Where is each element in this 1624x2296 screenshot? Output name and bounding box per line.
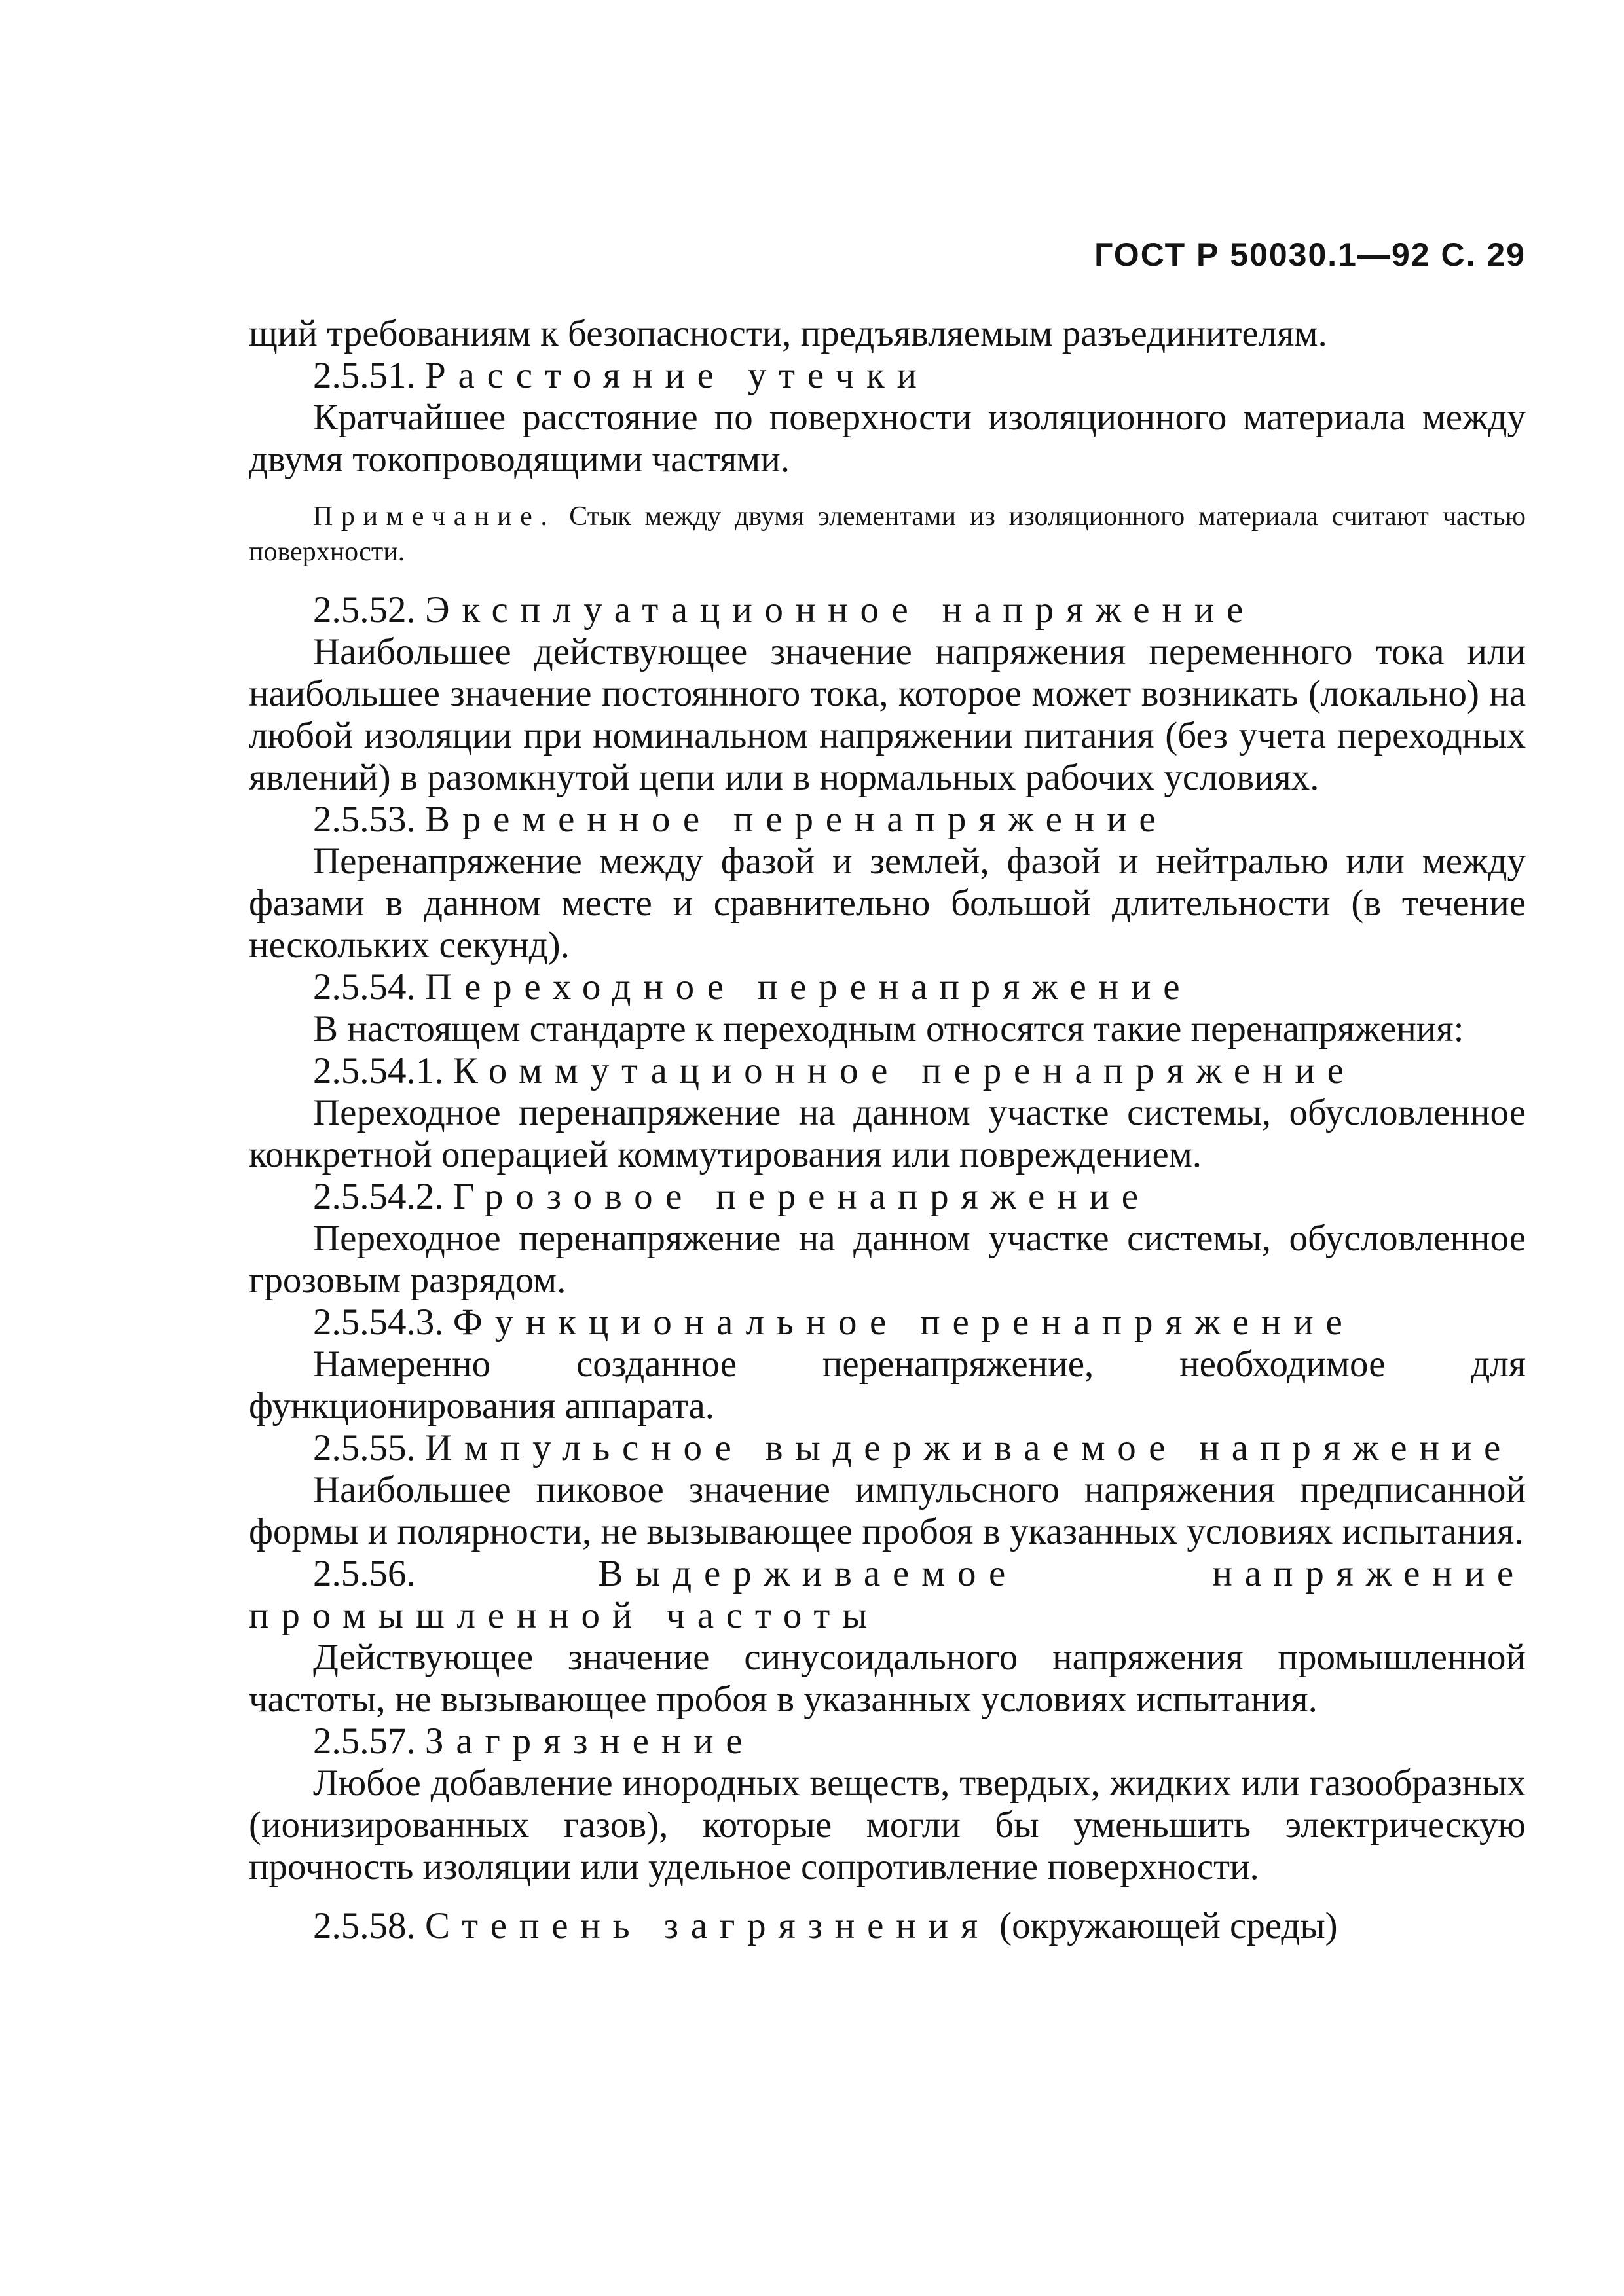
clause-number: 2.5.51. [313,355,416,396]
note [249,499,1526,570]
page-header: ГОСТ Р 50030.1—92 С. 29 [1094,236,1526,273]
term-heading [249,1721,1526,1762]
term-title: Загрязнение [425,1721,755,1762]
term-title: Расстояние утечки [425,355,929,396]
term-title: Коммутационное перенапряжение [452,1050,1356,1091]
term-title: Степень загрязнения [425,1905,990,1946]
clause-number: 2.5.52. [313,589,416,630]
term-title: Эксплуатационное напряжение [425,589,1256,630]
definition: Намеренно созданное перенапряжение, необходимое для функционирования аппарата. [249,1343,1526,1427]
document-body [249,313,1526,1947]
definition: Любое добавление инородных веществ, твердых, жидких или газообразных (ионизированных газов), которые могли бы уменьшить электрическую прочность изоляции или удельное сопротивление поверхности. [249,1762,1526,1887]
term-title: Переходное перенапряжение [425,966,1192,1008]
term-heading [249,1050,1526,1092]
term-heading [249,799,1526,841]
term-title: Временное перенапряжение [425,799,1168,840]
clause-number: 2.5.54. [313,966,416,1008]
clause-number: 2.5.54.3. [313,1302,444,1343]
paragraph: щий требованиям к безопасности, предъявляемым разъединителям. [249,313,1327,354]
term-heading [249,355,1526,397]
term-heading [249,589,1526,631]
definition: Перенапряжение между фазой и землей, фазой и нейтралью или между фазами в данном месте и сравнительно большой длительности (в течение нескольких секунд). [249,841,1526,966]
page [249,236,1552,2226]
clause-number: 2.5.55. [313,1427,416,1468]
clause-number: 2.5.58. [313,1905,416,1946]
note-text: Стык между двумя элементами из изоляционного материала считают частью поверхности. [249,501,1526,567]
term-suffix: (окружающей среды) [999,1905,1338,1946]
term-heading [249,1302,1526,1343]
term-heading [249,1176,1526,1218]
definition: Переходное перенапряжение на данном участке системы, обусловленное конкретной операцией коммутирования или повреждением. [249,1092,1526,1175]
definition: Действующее значение синусоидального напряжения промышленной частоты, не вызывающее пробоя в указанных условиях испытания. [249,1637,1526,1720]
definition: Наибольшее действующее значение напряжения переменного тока или наибольшее значение постоянного тока, которое может возникать (локально) на любой изоляции при номинальном напряжении питания (без учета переходных явлений) в разомкнутой цепи или в нормальных рабочих условиях. [249,631,1526,798]
clause-number: 2.5.56. [313,1553,416,1594]
definition: Наибольшее пиковое значение импульсного напряжения предписанной формы и полярности, не вызывающее пробоя в указанных условиях испытания. [249,1469,1526,1552]
definition: Кратчайшее расстояние по поверхности изоляционного материала между двумя токопроводящими частями. [249,397,1526,480]
clause-number: 2.5.54.1. [313,1050,444,1091]
clause-number: 2.5.57. [313,1721,416,1762]
term-title: Импульсное выдерживаемое напряжение [425,1427,1513,1468]
term-heading [249,1905,1526,1947]
term-heading [249,1553,1526,1637]
term-title: Функциональное перенапряжение [452,1302,1355,1343]
note-label: Примечание. [313,501,556,532]
definition: В настоящем стандарте к переходным относятся такие перенапряжения: [313,1008,1464,1049]
clause-number: 2.5.53. [313,799,416,840]
clause-number: 2.5.54.2. [313,1176,444,1217]
term-heading [249,966,1526,1008]
definition: Переходное перенапряжение на данном участке системы, обусловленное грозовым разрядом. [249,1218,1526,1301]
term-heading [249,1427,1526,1469]
term-title: Грозовое перенапряжение [452,1176,1151,1217]
term-title: Выдерживаемое напряжение промышленной частоты [249,1553,1526,1636]
